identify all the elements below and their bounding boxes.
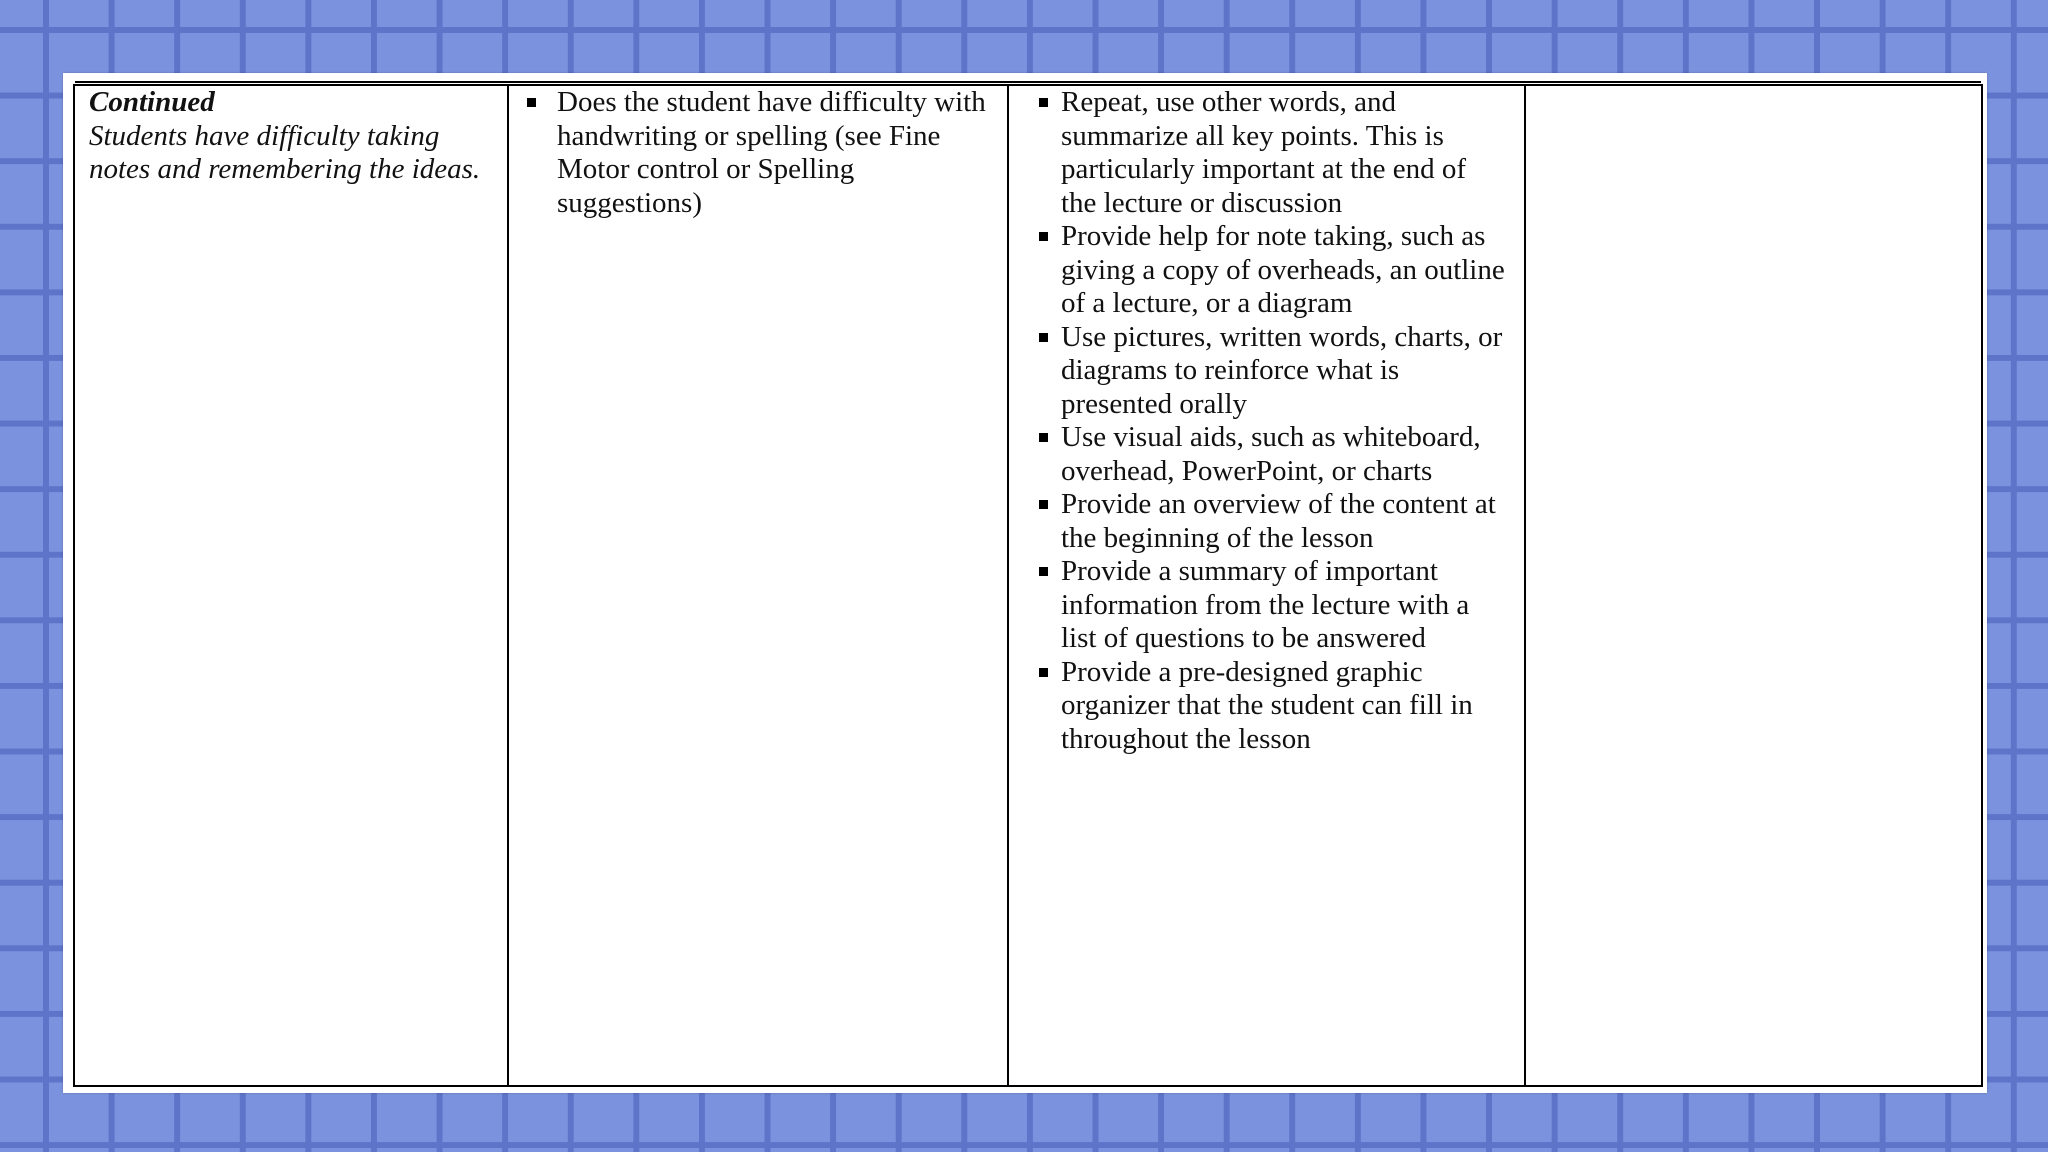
problem-cell <box>74 85 508 1086</box>
document-page <box>63 73 1987 1093</box>
problem-description: Students have difficulty taking notes and remembering the ideas. <box>89 119 481 185</box>
list-item <box>1023 421 1508 488</box>
questions-cell <box>508 85 1008 1086</box>
square-bullet-icon <box>1039 500 1048 509</box>
top-rule <box>75 81 1981 83</box>
list-item-text: Use pictures, written words, charts, or diagrams to reinforce what is presented orally <box>1061 320 1503 420</box>
list-item <box>1023 220 1508 321</box>
table-row <box>74 85 1982 1086</box>
list-item <box>523 86 991 220</box>
list-item-text: Use visual aids, such as whiteboard, overhead, PowerPoint, or charts <box>1061 421 1481 487</box>
list-item-text: Provide an overview of the content at the beginning of the lesson <box>1061 488 1496 554</box>
questions-list <box>523 86 991 220</box>
strategies-cell <box>1008 85 1525 1086</box>
square-bullet-icon <box>1039 232 1048 241</box>
list-item-text: Does the student have difficulty with handwriting or spelling (see Fine Motor control or Spelling suggestions) <box>557 86 986 219</box>
list-item-text: Provide a pre-designed graphic organizer that the student can fill in throughout the lesson <box>1061 655 1473 755</box>
list-item-text: Repeat, use other words, and summarize all key points. This is particularly important at the end of the lecture or discussion <box>1061 86 1467 219</box>
list-item <box>1023 656 1508 757</box>
square-bullet-icon <box>1039 567 1048 576</box>
square-bullet-icon <box>1039 333 1048 342</box>
list-item-text: Provide a summary of important information from the lecture with a list of questions to be answered <box>1061 555 1470 654</box>
list-item <box>1023 321 1508 422</box>
strategies-list <box>1023 86 1508 756</box>
square-bullet-icon <box>1039 98 1048 107</box>
suggestions-table <box>73 84 1983 1087</box>
square-bullet-icon <box>1039 433 1048 442</box>
square-bullet-icon <box>527 98 536 107</box>
cell-title: Continued <box>89 86 215 118</box>
list-item-text: Provide help for note taking, such as giving a copy of overheads, an outline of a lecture, or a diagram <box>1061 220 1505 319</box>
list-item <box>1023 555 1508 656</box>
list-item <box>1023 488 1508 555</box>
square-bullet-icon <box>1039 668 1048 677</box>
empty-cell <box>1525 85 1982 1086</box>
list-item <box>1023 86 1508 220</box>
